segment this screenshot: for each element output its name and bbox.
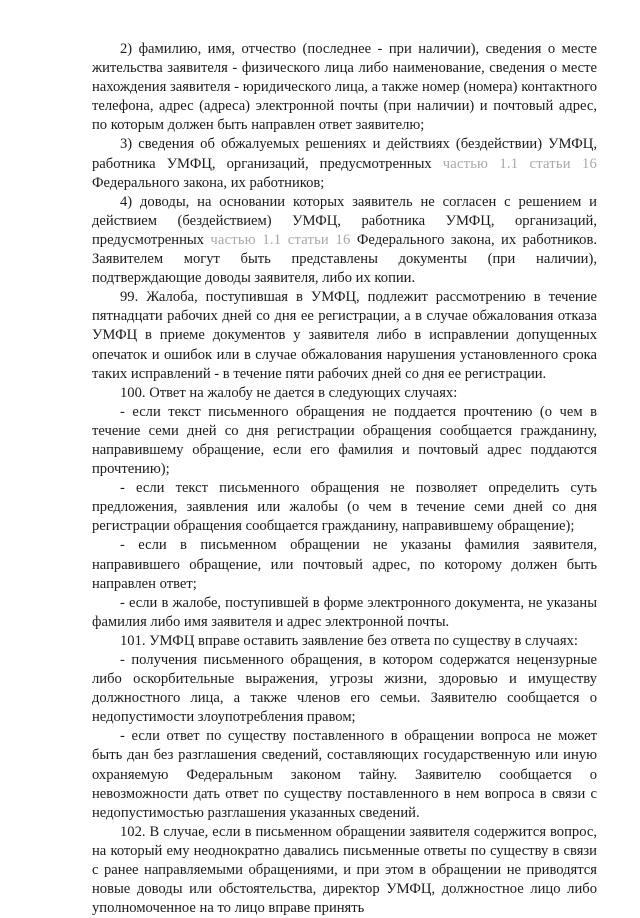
paragraph-text: - получения письменного обращения, в котором содержатся нецензурные либо оскорбительные выражения, угрозы жизни, здоровью и имуществу должностного лица, а также членов его семьи. Заявителю сообщается о недопустимости злоупотребления правом;	[92, 652, 597, 726]
paragraph-text: 3) сведения об обжалуемых решениях и действиях (бездействии) УМФЦ, работника УМФЦ, организаций, предусмотренных	[92, 136, 597, 172]
paragraph-text: - если в письменном обращении не указаны фамилия заявителя, направившего обращение, или почтовый адрес, по которому должен быть направлен ответ;	[92, 537, 597, 592]
document-page	[92, 40, 597, 918]
paragraph-item-4	[92, 193, 597, 288]
paragraph-clause-100	[92, 384, 597, 403]
paragraph-clause-100-a	[92, 403, 597, 479]
paragraph-clause-101-a	[92, 651, 597, 727]
paragraph-clause-101	[92, 632, 597, 651]
paragraph-text: 102. В случае, если в письменном обращении заявителя содержится вопрос, на который ему неоднократно давались письменные ответы по существу в связи с ранее направляемыми обращениями, и при этом в обращении не приводятся новые доводы или обстоятельства, директор УМФЦ, должностное лицо либо уполномоченное на то лицо вправе принять	[92, 823, 597, 917]
paragraph-text: - если ответ по существу поставленного в обращении вопроса не может быть дан без разглашения сведений, составляющих государственную или иную охраняемую Федеральным законом тайну. Заявителю сообщается о невозможности дать ответ по существу поставленного в нем вопроса в связи с недопустимостью разглашения указанных сведений.	[92, 728, 597, 821]
paragraph-clause-100-c	[92, 536, 597, 593]
paragraph-text: Федерального закона, их работников. Заявителем могут быть представлены документы (при наличии), подтверждающие доводы заявителя, либо их копии.	[92, 231, 597, 287]
legal-reference-link[interactable]: частью 1.1 статьи 16	[442, 155, 597, 172]
paragraph-clause-99	[92, 288, 597, 383]
paragraph-text: 2) фамилию, имя, отчество (последнее - при наличии), сведения о месте жительства заявителя - физического лица либо наименование, сведения о месте нахождения заявителя - юридического лица, а также номер (номера) контактного телефона, адрес (адреса) электронной почты (при наличии) и почтовый адрес, по которым должен быть направлен ответ заявителю;	[92, 41, 597, 134]
paragraph-clause-101-b	[92, 727, 597, 822]
paragraph-clause-102	[92, 823, 597, 918]
paragraph-item-2	[92, 40, 597, 135]
paragraph-text: Федерального закона, их работников;	[92, 174, 325, 191]
legal-reference-link[interactable]: частью 1.1 статьи 16	[210, 231, 351, 248]
paragraph-text: 100. Ответ на жалобу не дается в следующих случаях:	[120, 384, 458, 401]
paragraph-text: - если текст письменного обращения не позволяет определить суть предложения, заявления или жалобы (о чем в течение семи дней со дня регистрации обращения сообщается гражданину, направившему обращение);	[92, 480, 597, 535]
paragraph-text: 101. УМФЦ вправе оставить заявление без ответа по существу в случаях:	[120, 632, 578, 649]
paragraph-clause-100-b	[92, 479, 597, 536]
paragraph-text: 99. Жалоба, поступившая в УМФЦ, подлежит рассмотрению в течение пятнадцати рабочих дней со дня ее регистрации, а в случае обжалования отказа УМФЦ в приеме документов у заявителя либо в исправлении допущенных опечаток и ошибок или в случае обжалования нарушения установленного срока таких исправлений - в течение пяти рабочих дней со дня ее регистрации.	[92, 289, 597, 382]
paragraph-text: 4) доводы, на основании которых заявитель не согласен с решением и действием (бездействием) УМФЦ, работника УМФЦ, организаций, предусмотренных	[92, 193, 597, 248]
paragraph-text: - если в жалобе, поступившей в форме электронного документа, не указаны фамилия либо имя заявителя и адрес электронной почты.	[92, 594, 597, 630]
paragraph-clause-100-d	[92, 594, 597, 632]
paragraph-item-3	[92, 135, 597, 192]
paragraph-text: - если текст письменного обращения не поддается прочтению (о чем в течение семи дней со дня регистрации обращения сообщается гражданину, направившему обращение, если его фамилия и почтовый адрес поддаются прочтению);	[92, 403, 597, 478]
